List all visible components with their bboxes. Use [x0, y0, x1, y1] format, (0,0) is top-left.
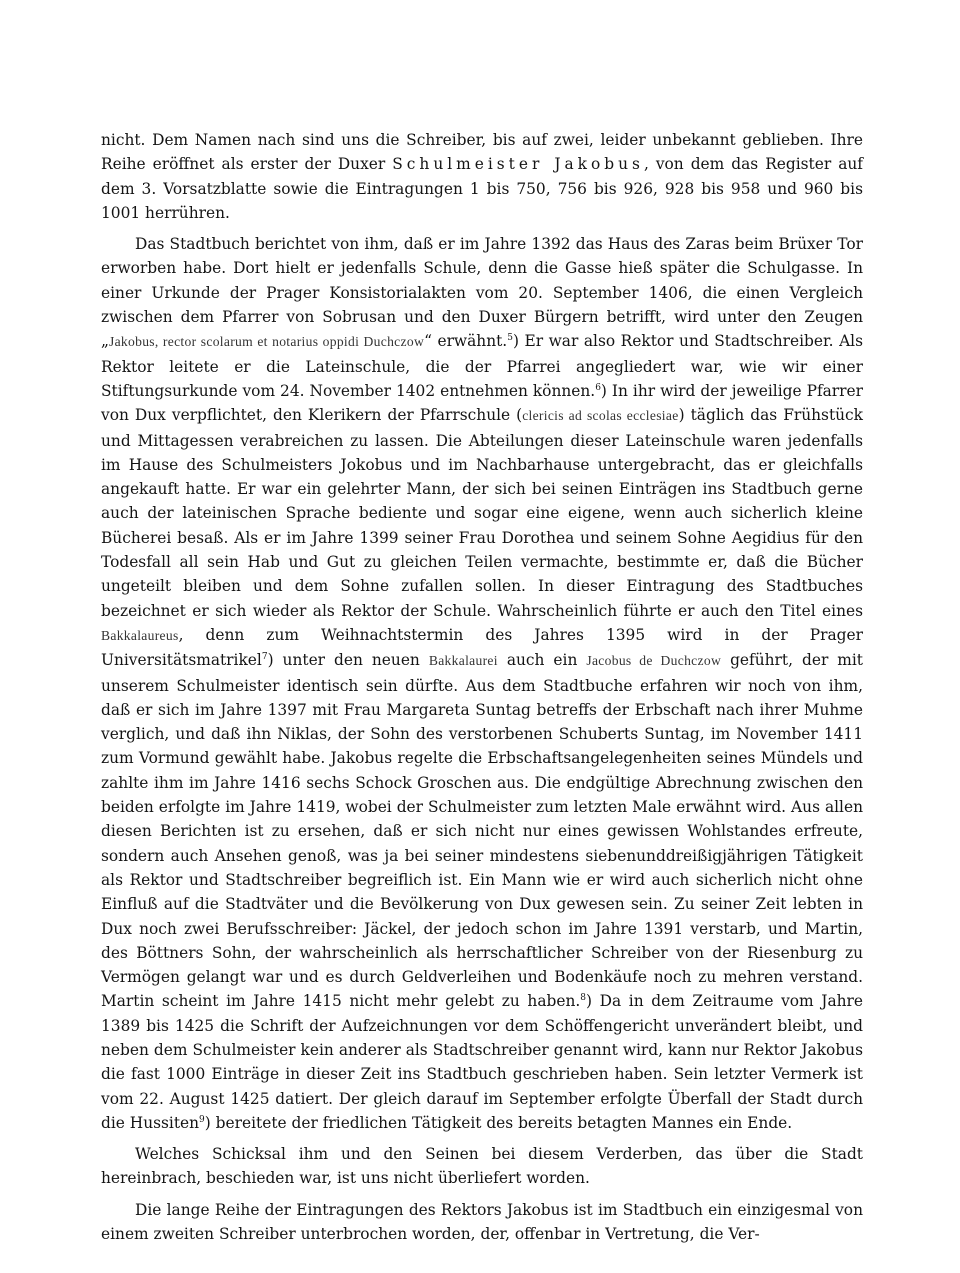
text-run: ) Da in dem Zeitraume vom Jahre 1389 bis 1425 die Schrift der Aufzeichnungen vor dem Schöffengericht unverändert bleibt, und neben dem Schulmeister kein anderer als Stadtschreiber genannt wird, kann nur Rektor Jakobus die fast 1000 Einträge in dieser Zeit ins Stadtbuch geschrieben haben. Sein letzter Vermerk ist vom 22. August 1425 datiert. Der gleich darauf im September erfolgte Überfall der Stadt durch die Hussiten — [101, 992, 863, 1132]
latin-phrase: Bakkalaureus — [101, 627, 179, 643]
text-run: Das Stadtbuch berichtet von ihm, daß er im Jahre 1392 das Haus des Zaras beim Brüxer Tor erworben habe. Dort hielt er jedenfalls Schule, denn die Gasse hieß später die Schulgasse. In einer Urkunde der Prager Konsistorialakten vom 20. September 1406, die einen Vergleich zwischen dem Pfarrer von Sobrusan und den Duxer Bürgern betrifft, wird unter den Zeugen „ — [101, 235, 863, 351]
footnote-ref: 9 — [199, 1114, 205, 1125]
text-run: Welches Schicksal ihm und den Seinen bei diesem Verderben, das über die Stadt hereinbrach, beschieden war, ist uns nicht überliefert worden. — [101, 1145, 863, 1188]
latin-phrase: Bakkalaurei — [428, 653, 498, 669]
text-run: ) In ihr wird der jeweilige Pfarrer von Dux verpflichtet, den Klerikern der Pfarrschule ( — [101, 381, 863, 425]
text-run: , von dem das Register auf dem 3. Vorsatzblatte sowie die Eintragungen 1 bis 750, 756 bis 926, 928 bis 958 und 960 bis 1001 herrühren. — [101, 155, 863, 222]
text-run: ) Er war also Rektor und Stadtschreiber. Als Rektor leitete er die Lateinschule, die der Pfarrei angegliedert war, wie wir einer Stiftungsurkunde vom 24. November 1402 entnehmen können. — [101, 332, 864, 400]
text-run: ) bereitete der friedlichen Tätigkeit des bereits betagten Mannes ein Ende. — [204, 1113, 793, 1132]
paragraph-1 — [101, 128, 863, 225]
text-run: ) täglich das Frühstück und Mittagessen verabreichen zu lassen. Die Abteilungen dieser Lateinschule waren jedenfalls im Hause des Schulmeisters Jokobus und im Nachbarhause untergebracht, das er gleichfalls angekauft hatte. Er war ein gelehrter Mann, der sich bei seinen Einträgen ins Stadtbuch gerne auch der lateinischen Sprache bediente und sogar eine eigene, wenn auch sicherlich kleine Bücherei besaß. Als er im Jahre 1399 seiner Frau Dorothea und seinem Sohne Aegidius für den Todesfall all sein Hab und Gut zu gleichen Teilen vermachte, bestimmte er, daß die Bücher ungeteilt bleiben und dem Sohne zufallen sollen. In dieser Eintragung des Stadtbuches bezeichnet er sich wieder als Rektor der Schule. Wahrscheinlich führte er auch den Titel eines — [101, 406, 863, 620]
latin-phrase: Jacobus de Duchczow — [586, 653, 722, 669]
text-run: ) unter den neuen — [267, 651, 429, 670]
latin-phrase: clericis ad scolas ecclesiae — [522, 408, 679, 424]
emphasized-name: Schulmeister Jakobus — [392, 155, 644, 174]
text-run: , denn zum Weihnachtstermin des Jahres 1395 wird in der Prager Universitätsmatrikel — [101, 625, 863, 670]
page-text — [101, 128, 863, 1246]
footnote-ref: 6 — [595, 382, 601, 393]
paragraph-3 — [101, 1142, 863, 1191]
text-run: auch ein — [497, 651, 587, 670]
text-run: geführt, der mit unserem Schulmeister identisch sein dürfte. Aus dem Stadtbuche erfahren wir noch von ihm, daß er sich im Jahre 1397 mit Frau Margareta Suntag betreffs der Erbschaft nach ihrer Muhme verglich, und daß ihn Niklas, der Sohn des verstorbenen Schuberts Suntag, im November 1411 zum Vormund gewählt habe. Jakobus regelte die Erbschaftsangelegenheiten seines Mündels und zahlte ihm im Jahre 1416 sechs Schock Groschen aus. Die endgültige Abrechnung zwischen den beiden erfolgte im Jahre 1419, wobei der Schulmeister zum letzten Male erwähnt wird. Aus allen diesen Berichten ist zu ersehen, daß er sich nicht nur eines gewissen Wohlstandes erfreute, sondern auch Ansehen genoß, was ja bei seiner mindestens siebenunddreißigjährigen Tätigkeit als Rektor und Stadtschreiber begreiflich ist. Ein Mann wie er wird auch sicherlich nicht ohne Einfluß auf die Stadtväter und die Bevölkerung von Dux gewesen sein. Zu seiner Zeit lebten in Dux noch zwei Berufsschreiber: Jäckel, der jedoch schon im Jahre 1391 verstarb, und Martin, des Böttners Sohn, der wahrscheinlich als herrschaftlicher Schreiber von der Riesenburg zu Vermögen gelangt war und es durch Geldverleihen und Bodenkäufe noch zu mehren verstand. Martin scheint im Jahre 1415 nicht mehr gelebt zu haben. — [101, 651, 863, 1011]
text-run: Die lange Reihe der Eintragungen des Rektors Jakobus ist im Stadtbuch ein einzigesmal von einem zweiten Schreiber unterbrochen worden, der, offenbar in Vertretung, die Ver- — [101, 1200, 863, 1244]
latin-phrase: Jakobus, rector scolarum et notarius oppidi Duchczow — [108, 334, 425, 350]
footnote-ref: 7 — [261, 652, 268, 663]
footnote-ref: 8 — [580, 993, 587, 1004]
text-run: “ erwähnt. — [424, 332, 508, 351]
paragraph-2 — [101, 232, 863, 1135]
footnote-ref: 5 — [507, 333, 513, 344]
text-run: nicht. Dem Namen nach sind uns die Schreiber, bis auf zwei, leider unbekannt geblieben. Ihre Reihe eröffnet als erster der Duxer — [101, 131, 863, 174]
paragraph-4 — [101, 1198, 863, 1247]
